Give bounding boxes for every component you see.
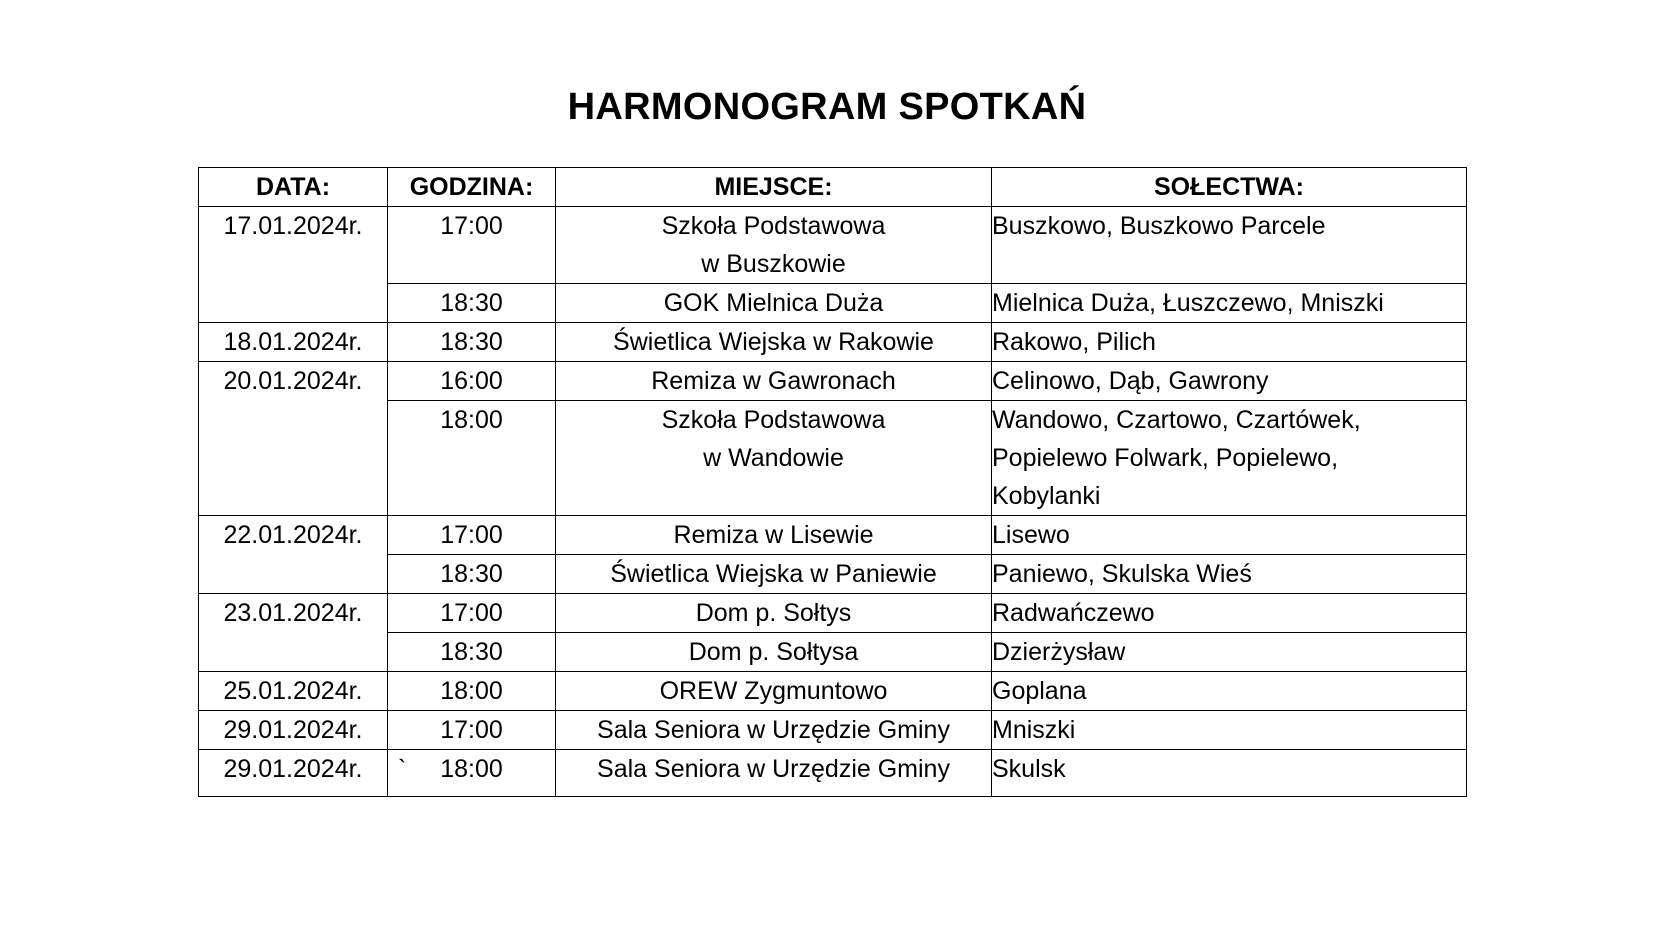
- table-row: [199, 401, 1467, 516]
- time-cell: 17:00: [388, 516, 556, 555]
- table-row: [199, 323, 1467, 362]
- table-row: [199, 711, 1467, 750]
- place-cell: [556, 207, 992, 284]
- villages-line: Goplana: [992, 677, 1087, 705]
- place-cell: [556, 401, 992, 516]
- villages-cell: [992, 711, 1467, 750]
- table-row: [199, 750, 1467, 797]
- date-cell: 20.01.2024r.: [199, 362, 388, 516]
- villages-line: Radwańczewo: [992, 599, 1155, 627]
- time-cell: 17:00: [388, 594, 556, 633]
- time-value: 18:00: [440, 755, 503, 783]
- villages-line: Wandowo, Czartowo, Czartówek,: [992, 406, 1361, 434]
- villages-line: Celinowo, Dąb, Gawrony: [992, 367, 1269, 395]
- place-line: Szkoła Podstawowa: [661, 406, 886, 434]
- stray-backtick-mark: `: [398, 755, 407, 783]
- place-line: OREW Zygmuntowo: [659, 677, 888, 705]
- villages-cell: [992, 672, 1467, 711]
- villages-line: Lisewo: [992, 521, 1070, 549]
- villages-cell: [992, 401, 1467, 516]
- time-cell: 18:00: [388, 401, 556, 516]
- date-cell: 29.01.2024r.: [199, 711, 388, 750]
- place-line: w Buszkowie: [701, 250, 846, 278]
- header-date: DATA:: [199, 168, 388, 207]
- villages-cell: [992, 516, 1467, 555]
- place-cell: [556, 750, 992, 797]
- place-cell: [556, 672, 992, 711]
- date-cell: 17.01.2024r.: [199, 207, 388, 323]
- table-body: [199, 207, 1467, 797]
- villages-cell: [992, 207, 1467, 284]
- villages-line: Dzierżysław: [992, 638, 1126, 666]
- villages-line: Kobylanki: [992, 482, 1101, 510]
- place-line: Remiza w Lisewie: [673, 521, 874, 549]
- date-cell: 29.01.2024r.: [199, 750, 388, 797]
- place-line: Dom p. Sołtys: [695, 599, 852, 627]
- villages-line: Paniewo, Skulska Wieś: [992, 560, 1252, 588]
- place-cell: [556, 284, 992, 323]
- table-row: [199, 516, 1467, 555]
- place-line: Świetlica Wiejska w Paniewie: [610, 560, 937, 588]
- date-cell: 18.01.2024r.: [199, 323, 388, 362]
- date-cell: 23.01.2024r.: [199, 594, 388, 672]
- time-cell: 18:30: [388, 323, 556, 362]
- time-cell: [388, 750, 556, 797]
- table-row: [199, 633, 1467, 672]
- place-cell: [556, 633, 992, 672]
- date-cell: 22.01.2024r.: [199, 516, 388, 594]
- header-time: GODZINA:: [388, 168, 556, 207]
- place-cell: [556, 711, 992, 750]
- time-cell: 18:30: [388, 284, 556, 323]
- header-place: MIEJSCE:: [556, 168, 992, 207]
- table-header-row: [199, 168, 1467, 207]
- place-line: Remiza w Gawronach: [651, 367, 896, 395]
- villages-line: Skulsk: [992, 755, 1066, 783]
- page-title: HARMONOGRAM SPOTKAŃ: [567, 86, 1087, 128]
- place-line: GOK Mielnica Duża: [663, 289, 884, 317]
- villages-line: Mniszki: [992, 716, 1076, 744]
- villages-line: Buszkowo, Buszkowo Parcele: [992, 212, 1326, 240]
- villages-cell: [992, 594, 1467, 633]
- header-villages: SOŁECTWA:: [992, 168, 1467, 207]
- time-cell: 18:30: [388, 555, 556, 594]
- place-cell: [556, 362, 992, 401]
- table-row: [199, 555, 1467, 594]
- place-line: Szkoła Podstawowa: [661, 212, 886, 240]
- villages-line: Popielewo Folwark, Popielewo,: [992, 444, 1339, 472]
- place-cell: [556, 555, 992, 594]
- schedule-table: [198, 167, 1467, 797]
- villages-cell: [992, 323, 1467, 362]
- date-cell: 25.01.2024r.: [199, 672, 388, 711]
- villages-cell: [992, 362, 1467, 401]
- place-line: Sala Seniora w Urzędzie Gminy: [597, 755, 950, 783]
- place-line: Świetlica Wiejska w Rakowie: [613, 328, 934, 356]
- place-line: Sala Seniora w Urzędzie Gminy: [597, 716, 950, 744]
- villages-cell: [992, 750, 1467, 797]
- villages-line: Rakowo, Pilich: [992, 328, 1156, 356]
- place-line: Dom p. Sołtysa: [688, 638, 859, 666]
- time-cell: 18:00: [388, 672, 556, 711]
- place-cell: [556, 594, 992, 633]
- villages-line: Mielnica Duża, Łuszczewo, Mniszki: [992, 289, 1384, 317]
- table-row: [199, 284, 1467, 323]
- place-cell: [556, 323, 992, 362]
- place-cell: [556, 516, 992, 555]
- time-cell: 17:00: [388, 711, 556, 750]
- time-cell: 17:00: [388, 207, 556, 284]
- table-row: [199, 594, 1467, 633]
- place-line: w Wandowie: [703, 444, 844, 472]
- table-row: [199, 207, 1467, 284]
- table-row: [199, 672, 1467, 711]
- villages-cell: [992, 633, 1467, 672]
- villages-cell: [992, 284, 1467, 323]
- time-cell: 16:00: [388, 362, 556, 401]
- villages-cell: [992, 555, 1467, 594]
- time-cell: 18:30: [388, 633, 556, 672]
- table-row: [199, 362, 1467, 401]
